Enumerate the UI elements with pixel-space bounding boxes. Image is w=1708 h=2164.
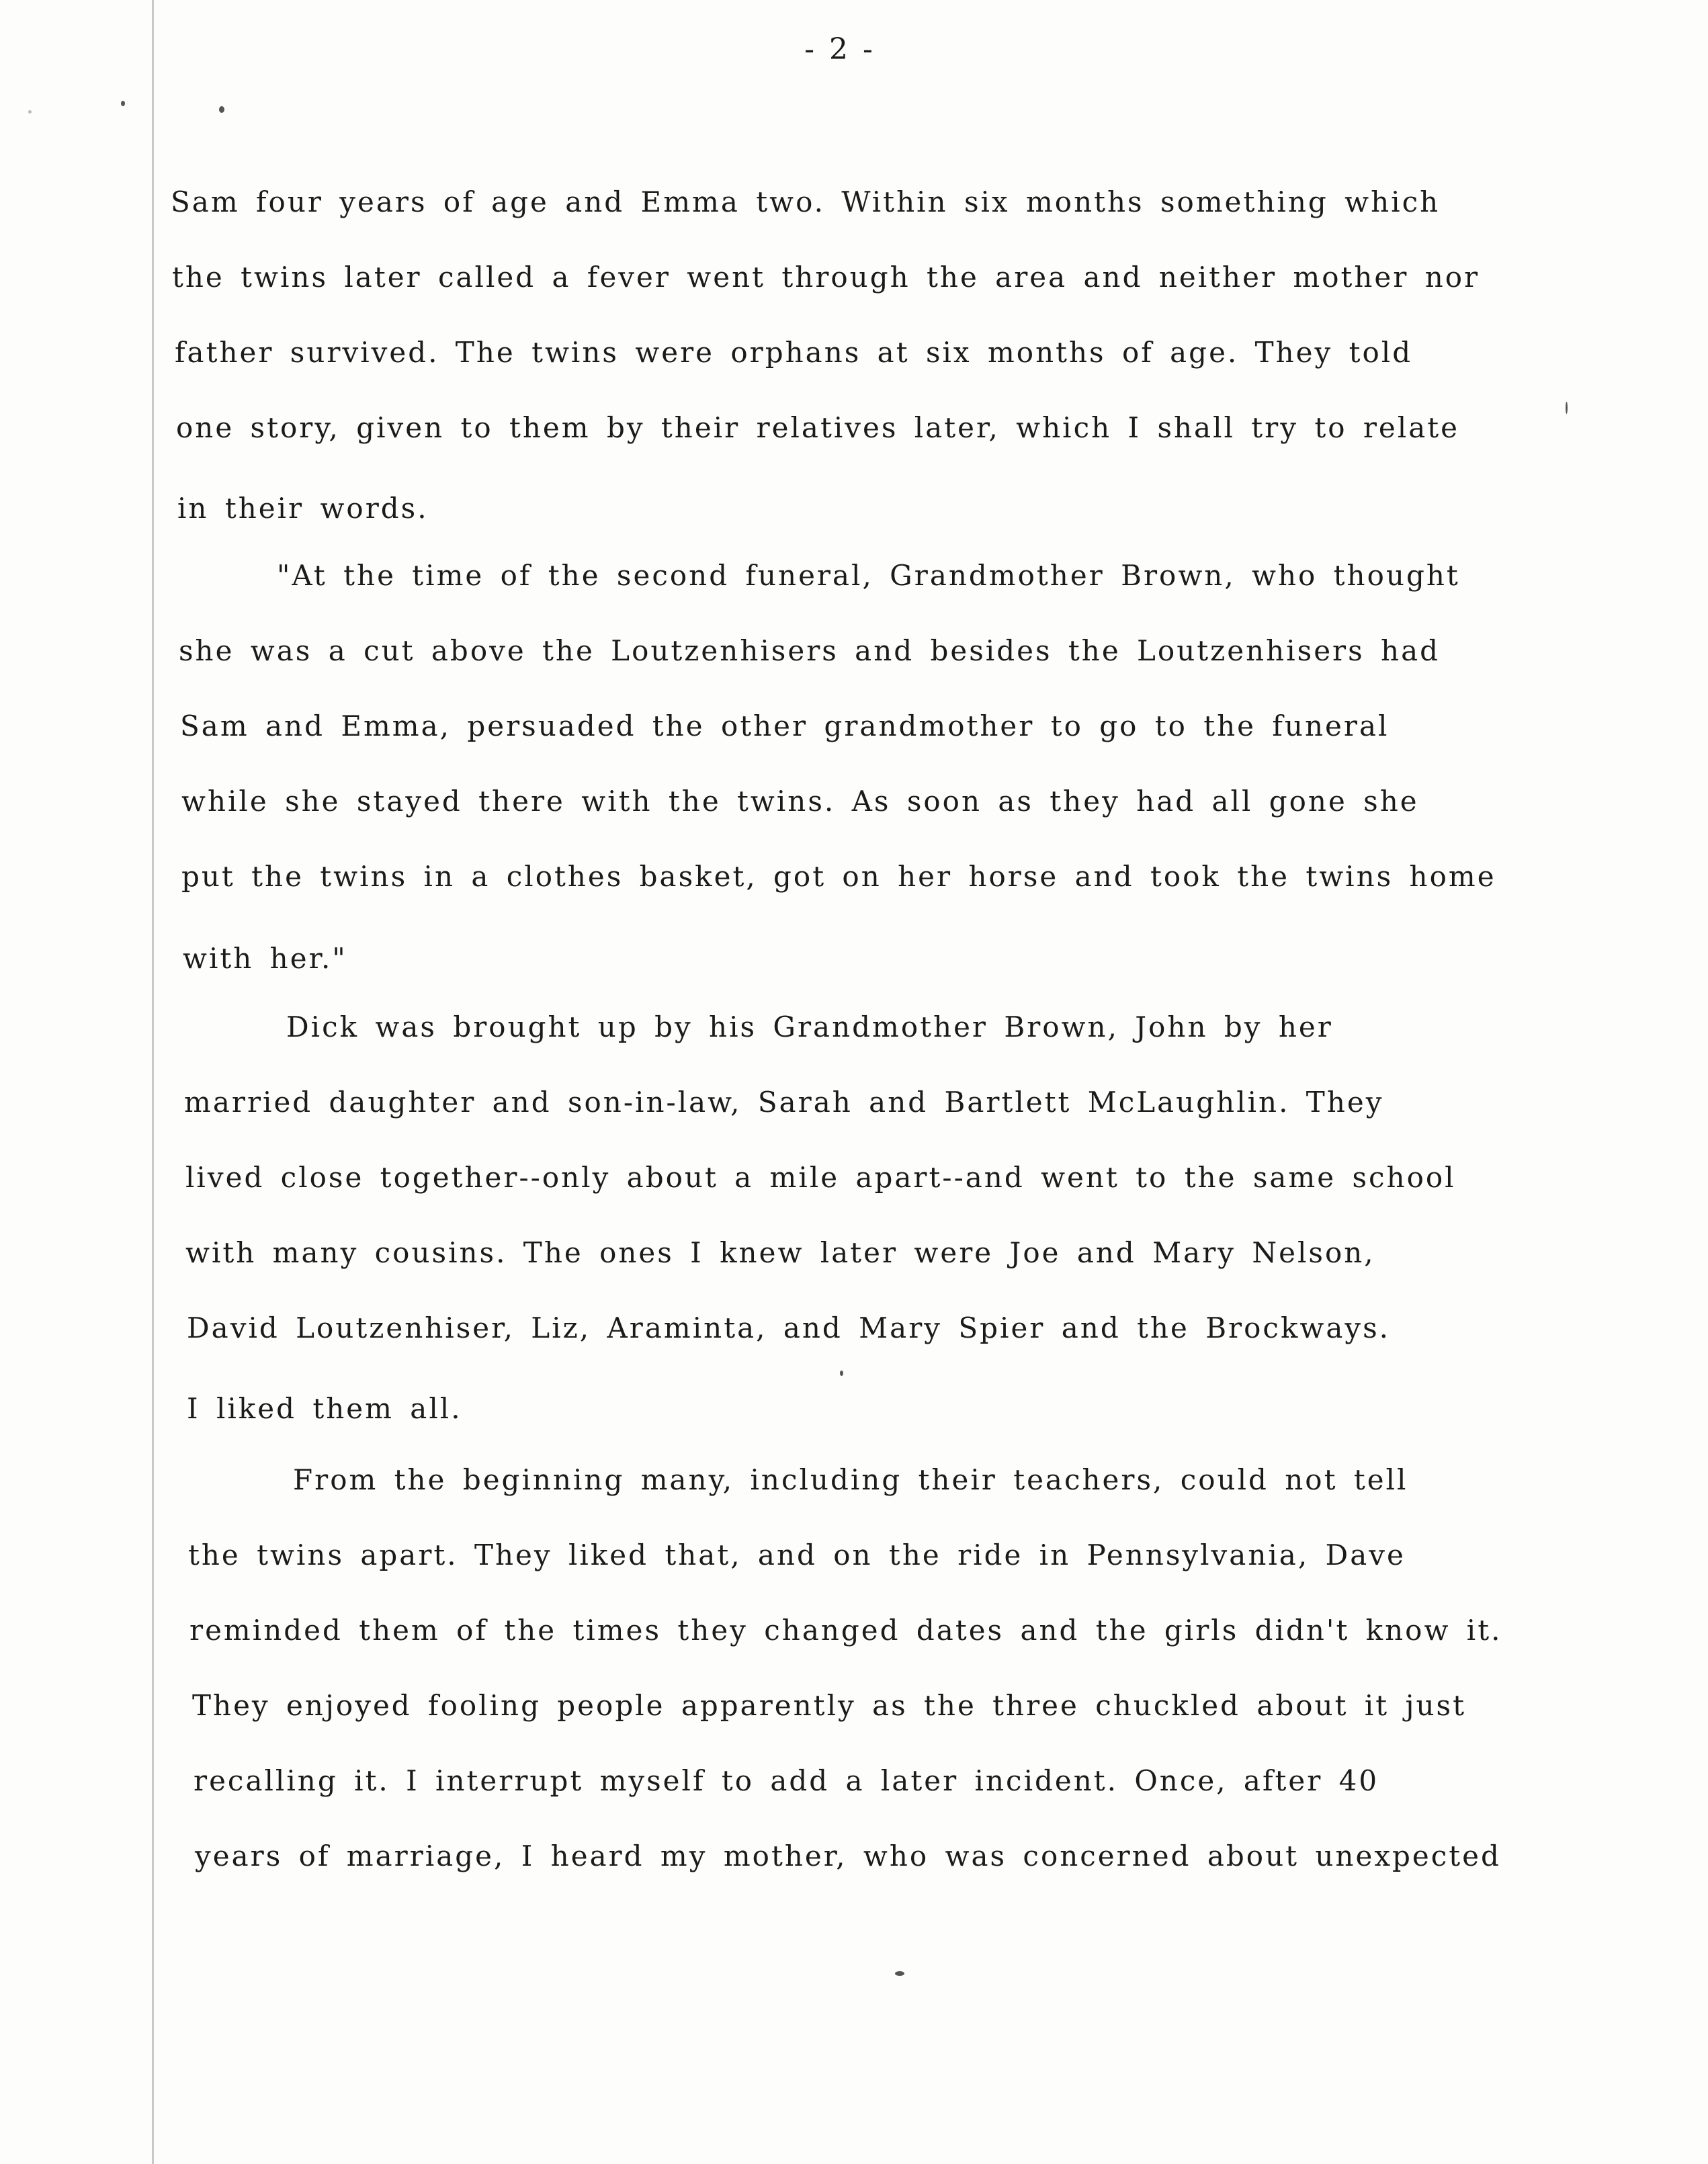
text-line: while she stayed there with the twins. As soon as they had all gone she xyxy=(181,785,1419,818)
text-line: with many cousins. The ones I knew later were Joe and Mary Nelson, xyxy=(185,1236,1375,1269)
text-line: years of marriage, I heard my mother, who was concerned about unexpected xyxy=(195,1840,1501,1872)
scan-speck xyxy=(28,110,32,114)
text-line: father survived. The twins were orphans at six months of age. They told xyxy=(175,336,1413,369)
text-line: They enjoyed fooling people apparently as the three chuckled about it just xyxy=(192,1689,1466,1722)
scan-speck xyxy=(121,101,125,106)
page-number: - 2 - xyxy=(804,32,876,67)
scan-speck xyxy=(895,1971,904,1976)
text-line: one story, given to them by their relatives later, which I shall try to relate xyxy=(176,411,1459,444)
text-line: From the beginning many, including their teachers, could not tell xyxy=(293,1463,1408,1496)
scan-speck xyxy=(219,106,224,113)
text-line: in their words. xyxy=(177,492,429,525)
text-line: reminded them of the times they changed dates and the girls didn't know it. xyxy=(189,1614,1502,1647)
scan-speck xyxy=(1566,402,1568,414)
scan-speck xyxy=(840,1371,843,1376)
text-line: "At the time of the second funeral, Grandmother Brown, who thought xyxy=(277,559,1460,592)
text-line: lived close together--only about a mile apart--and went to the same school xyxy=(185,1161,1456,1194)
text-line: put the twins in a clothes basket, got on her horse and took the twins home xyxy=(181,860,1496,893)
text-line: the twins later called a fever went through the area and neither mother nor xyxy=(172,261,1480,294)
text-line: Sam four years of age and Emma two. Within six months something which xyxy=(171,185,1441,218)
binding-margin-line xyxy=(152,0,154,2164)
text-line: the twins apart. They liked that, and on the ride in Pennsylvania, Dave xyxy=(188,1539,1406,1571)
text-line: I liked them all. xyxy=(187,1392,462,1425)
text-line: with her." xyxy=(183,942,347,975)
text-line: Dick was brought up by his Grandmother Brown, John by her xyxy=(286,1010,1333,1043)
text-line: she was a cut above the Loutzenhisers and besides the Loutzenhisers had xyxy=(179,634,1441,667)
text-line: recalling it. I interrupt myself to add a later incident. Once, after 40 xyxy=(194,1764,1379,1797)
text-line: David Loutzenhiser, Liz, Araminta, and Mary Spier and the Brockways. xyxy=(187,1311,1391,1344)
text-line: Sam and Emma, persuaded the other grandmother to go to the funeral xyxy=(180,709,1390,742)
text-line: married daughter and son-in-law, Sarah and Bartlett McLaughlin. They xyxy=(184,1086,1384,1119)
